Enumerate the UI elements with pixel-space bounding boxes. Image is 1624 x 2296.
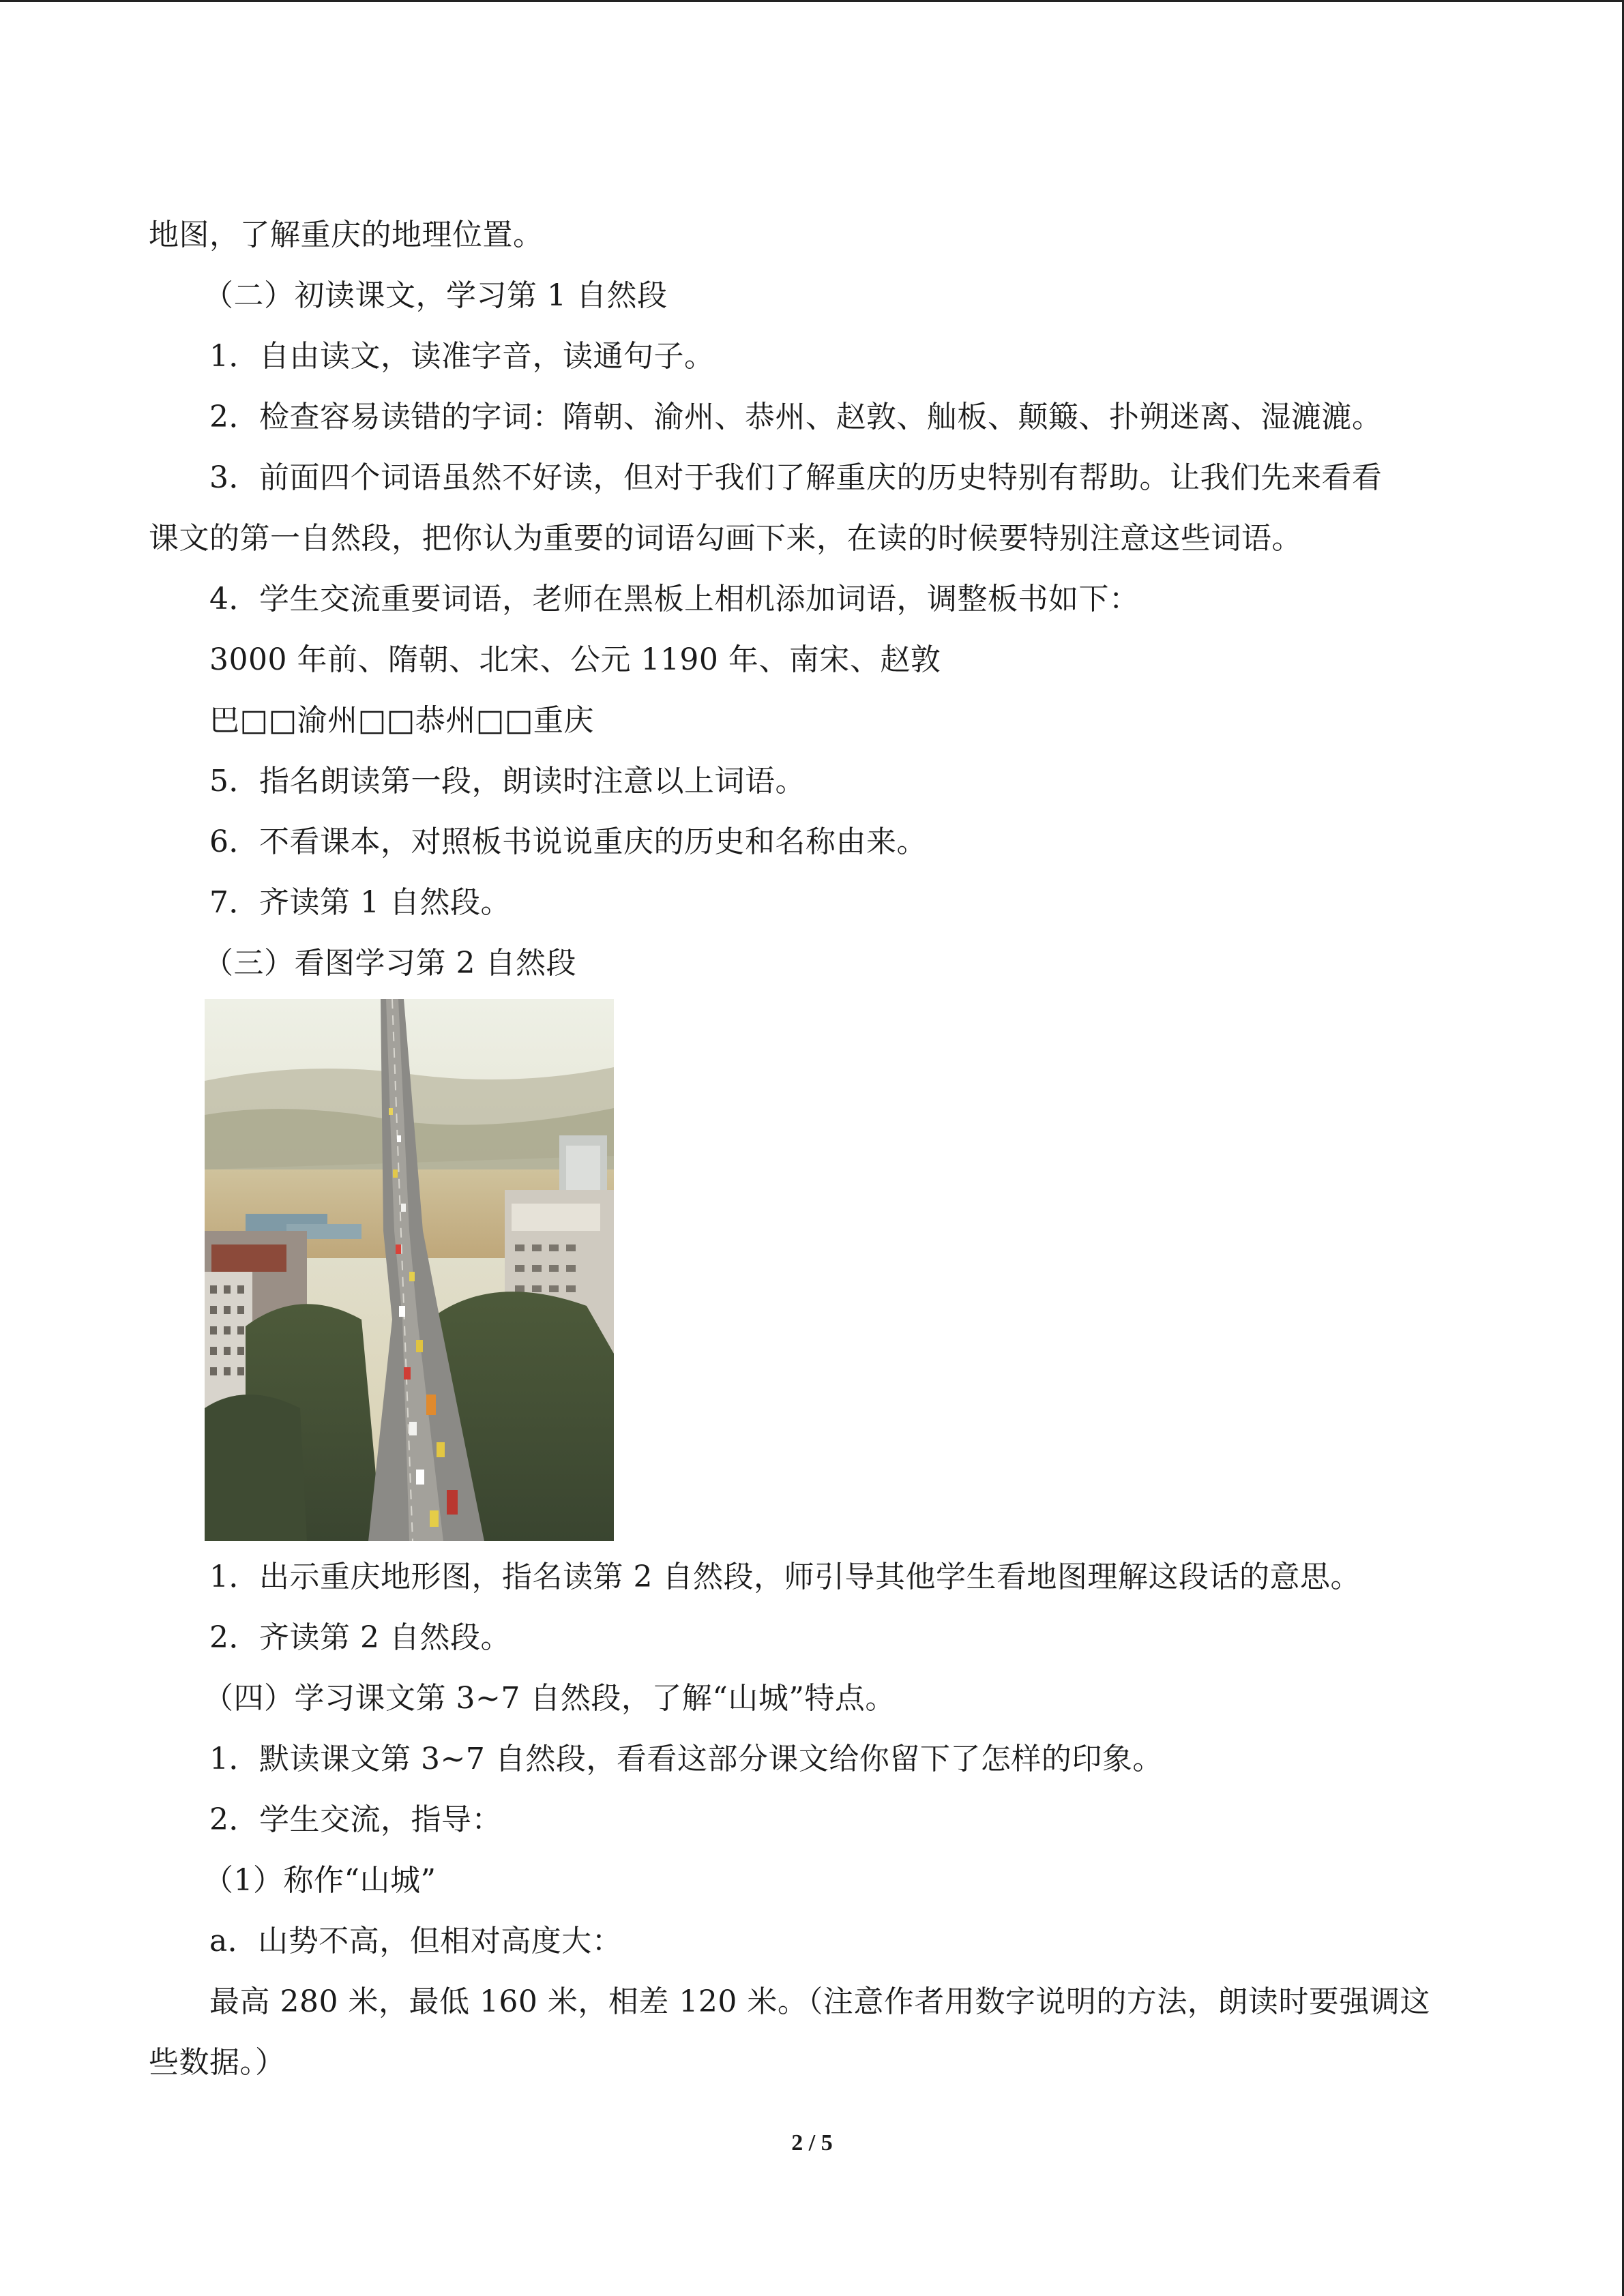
text-line: 地图，了解重庆的地理位置。 bbox=[149, 218, 544, 252]
text-line: 5．指名朗读第一段，朗读时注意以上词语。 bbox=[209, 764, 806, 799]
text-block-top bbox=[149, 205, 1472, 994]
page-number: 2 / 5 bbox=[791, 2130, 833, 2156]
text-line: 2．检查容易读错的字词：隋朝、渝州、恭州、赵敦、舢板、颠簸、扑朔迷离、湿漉漉。 bbox=[209, 400, 1383, 434]
text-line: 课文的第一自然段，把你认为重要的词语勾画下来，在读的时候要特别注意这些词语。 bbox=[149, 521, 1302, 556]
text-line: 6．不看课本，对照板书说说重庆的历史和名称由来。 bbox=[209, 824, 927, 859]
photo-illustration bbox=[205, 999, 614, 1541]
text-line: 些数据。） bbox=[149, 2045, 286, 2080]
text-line: （二）初读课文，学习第 1 自然段 bbox=[203, 278, 668, 313]
text-line: a．山势不高，但相对高度大： bbox=[209, 1924, 623, 1958]
text-line: 巴□□渝州□□恭州□□重庆 bbox=[209, 703, 594, 738]
text-line: （三）看图学习第 2 自然段 bbox=[203, 946, 576, 981]
text-block-bottom bbox=[149, 1547, 1472, 2093]
text-line: 2．齐读第 2 自然段。 bbox=[209, 1620, 511, 1655]
text-line: 1．出示重庆地形图，指名读第 2 自然段，师引导其他学生看地图理解这段话的意思。 bbox=[209, 1560, 1361, 1594]
text-line: 2．学生交流，指导： bbox=[209, 1802, 502, 1837]
chongqing-bridge-photo bbox=[205, 999, 614, 1541]
text-line: 1．自由读文，读准字音，读通句子。 bbox=[209, 339, 715, 374]
text-line: 最高 280 米，最低 160 米，相差 120 米。（注意作者用数字说明的方法，朗读时要强调这 bbox=[209, 1984, 1430, 2019]
document-body bbox=[149, 205, 1472, 2093]
text-line: （1）称作“山城” bbox=[203, 1863, 437, 1898]
text-line: （四）学习课文第 3~7 自然段，了解“山城”特点。 bbox=[203, 1681, 896, 1716]
text-line: 3．前面四个词语虽然不好读，但对于我们了解重庆的历史特别有帮助。让我们先来看看 bbox=[209, 460, 1383, 495]
text-line: 4．学生交流重要词语，老师在黑板上相机添加词语，调整板书如下： bbox=[209, 582, 1140, 616]
text-line: 1．默读课文第 3~7 自然段，看看这部分课文给你留下了怎样的印象。 bbox=[209, 1742, 1163, 1776]
text-line: 3000 年前、隋朝、北宋、公元 1190 年、南宋、赵敦 bbox=[209, 642, 941, 677]
text-line: 7．齐读第 1 自然段。 bbox=[209, 885, 511, 920]
